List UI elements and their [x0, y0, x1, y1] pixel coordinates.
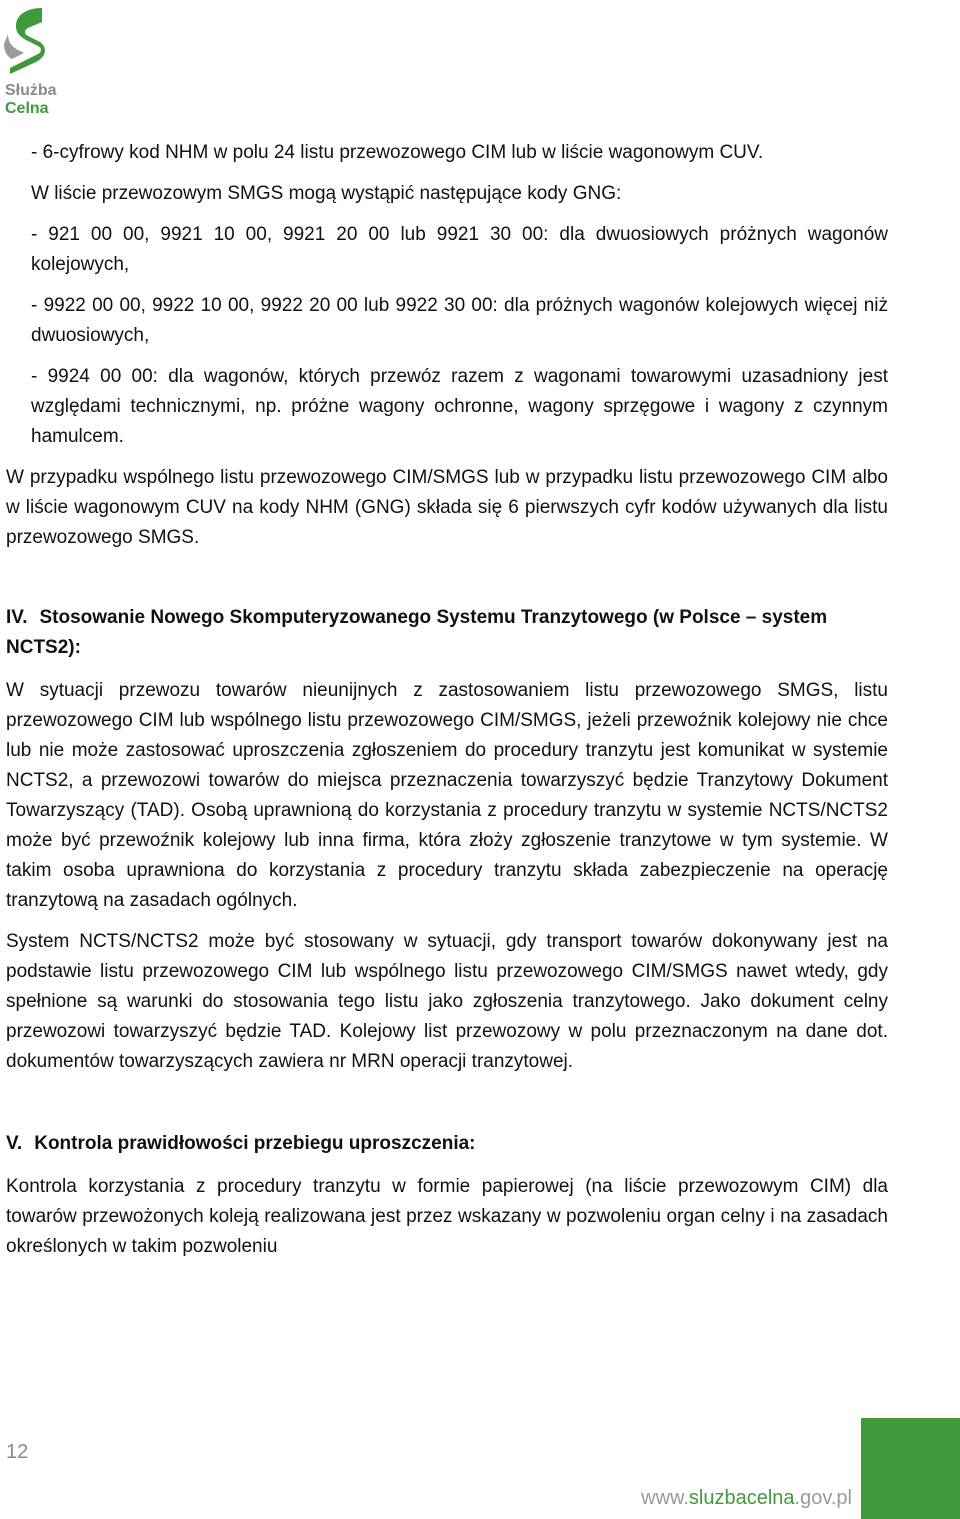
- url-accent: sluzbacelna: [688, 1487, 795, 1509]
- url-suffix: .gov.pl: [794, 1487, 852, 1509]
- document-body: [6, 138, 888, 1262]
- list-item-multi-axle: - 9922 00 00, 9922 10 00, 9922 20 00 lub 9922 30 00: dla próżnych wagonów kolejowych więcej niż dwuosiowych,: [31, 295, 888, 346]
- sluzba-celna-logo: [2, 4, 66, 116]
- logo-text-line1: Służba: [5, 82, 57, 99]
- footer-green-square: [861, 1418, 960, 1519]
- paragraph-ncts-system: System NCTS/NCTS2 może być stosowany w sytuacji, gdy transport towarów dokonywany jest na podstawie listu przewozowego CIM lub wspólnego listu przewozowego CIM/SMGS nawet wtedy, gdy spełnione są warunki do stosowania tego listu jako zgłoszenia tranzytowego. Jako dokument celny przewozowi towarzyszyć będzie TAD. Kolejowy list przewozowy w polu przeznaczonym na dane dot. dokumentów towarzyszących zawiera nr MRN operacji tranzytowej.: [6, 931, 888, 1072]
- logo-s-icon: [2, 4, 50, 76]
- section-heading-iv: [6, 603, 888, 663]
- url-prefix: www.: [641, 1487, 689, 1509]
- section-number-v: V.: [6, 1133, 23, 1154]
- section-heading-v: [6, 1129, 888, 1159]
- section-title-v: Kontrola prawidłowości przebiegu uproszczenia:: [34, 1133, 476, 1154]
- list-item-two-axle: - 921 00 00, 9921 10 00, 9921 20 00 lub 9921 30 00: dla dwuosiowych próżnych wagonów kolejowych,: [31, 224, 888, 275]
- paragraph-control: Kontrola korzystania z procedury tranzytu w formie papierowej (na liście przewozowym CIM) dla towarów przewożonych koleją realizowana jest przez wskazany w pozwoleniu organ celny i na zasadach określonych w takim pozwoleniu: [6, 1176, 888, 1257]
- section-number-iv: IV.: [6, 607, 28, 628]
- logo-text-line2: Celna: [5, 100, 49, 117]
- page-number: 12: [6, 1441, 29, 1463]
- paragraph-ncts-situation: W sytuacji przewozu towarów nieunijnych z zastosowaniem listu przewozowego SMGS, listu przewozowego CIM lub wspólnego listu przewozowego CIM/SMGS, jeżeli przewoźnik kolejowy nie chce lub nie może zastosować uproszczenia zgłoszeniem do procedury tranzytu jest komunikat w systemie NCTS2, a przewozowi towarów do miejsca przeznaczenia towarzyszyć będzie Tranzytowy Dokument Towarzyszący (TAD). Osobą uprawnioną do korzystania z procedury tranzytu w systemie NCTS/NCTS2 może być przewoźnik kolejowy lub inna firma, która złoży zgłoszenie tranzytowe w tym systemie. W takim osoba uprawniona do korzystania z procedury tranzytu składa zabezpieczenie na operację tranzytową na zasadach ogólnych.: [6, 680, 888, 911]
- paragraph-gng-intro: W liście przewozowym SMGS mogą wystąpić następujące kody GNG:: [31, 183, 622, 204]
- paragraph-common-cim-smgs: W przypadku wspólnego listu przewozowego CIM/SMGS lub w przypadku listu przewozowego CIM albo w liście wagonowym CUV na kody NHM (GNG) składa się 6 pierwszych cyfr kodów używanych dla listu przewozowego SMGS.: [6, 467, 888, 548]
- footer-website-link[interactable]: [641, 1487, 852, 1510]
- paragraph-nhm-code: - 6-cyfrowy kod NHM w polu 24 listu przewozowego CIM lub w liście wagonowym CUV.: [31, 142, 764, 163]
- list-item-technical: - 9924 00 00: dla wagonów, których przewóz razem z wagonami towarowymi uzasadniony jest względami technicznymi, np. próżne wagony ochronne, wagony sprzęgowe i wagony z czynnym hamulcem.: [31, 366, 888, 447]
- section-title-iv: Stosowanie Nowego Skomputeryzowanego Systemu Tranzytowego (w Polsce – system NCTS2):: [6, 607, 828, 658]
